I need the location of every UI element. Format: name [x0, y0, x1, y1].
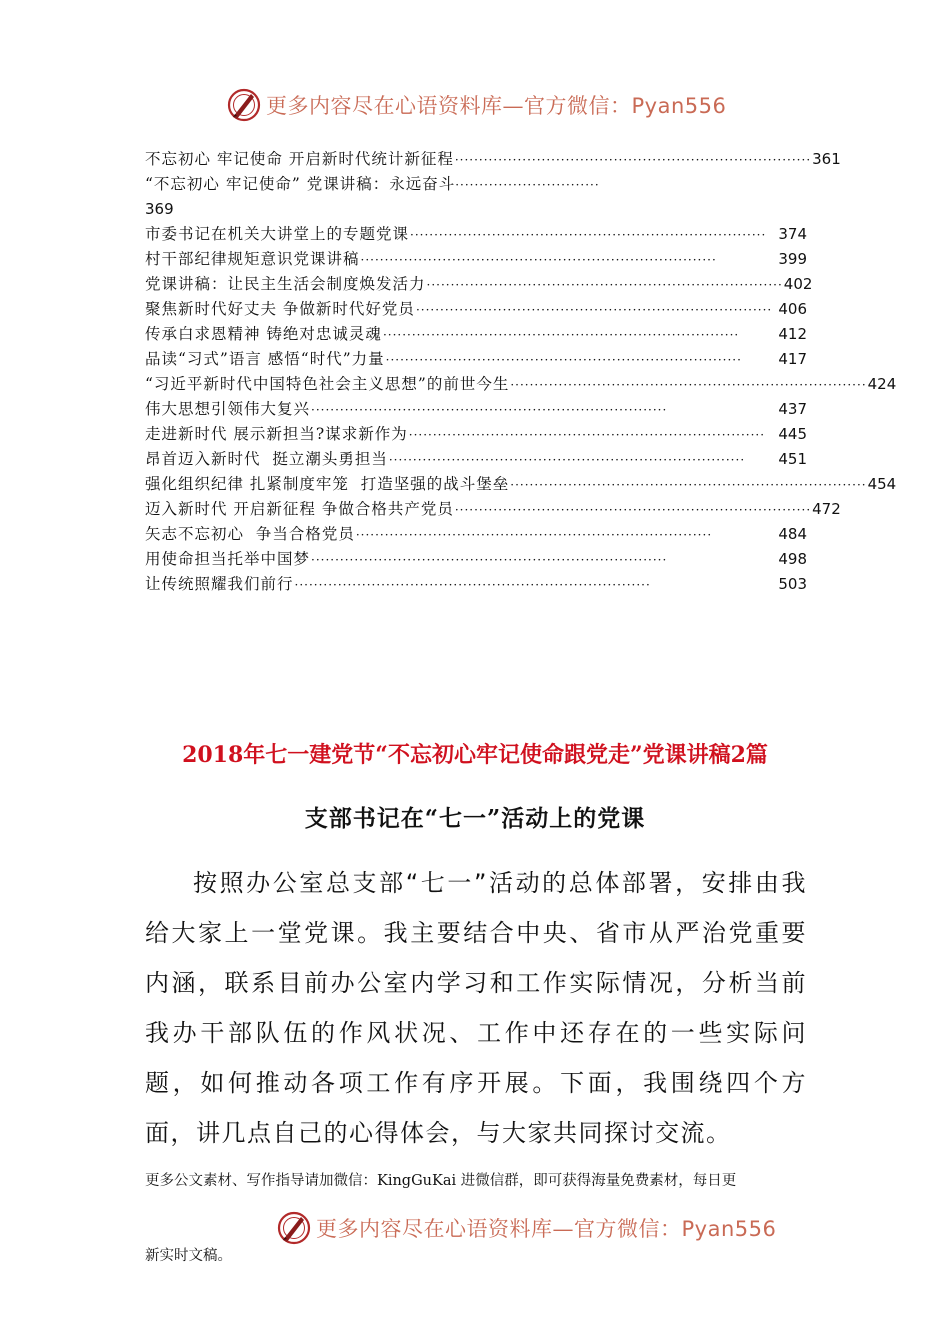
banner-text: 更多内容尽在心语资料库—官方微信：Pyan556	[316, 1217, 777, 1241]
toc-entry[interactable]: 昂首迈入新时代 挺立潮头勇担当 ·········································································· 451	[145, 450, 807, 468]
footer-note: 更多公文素材、写作指导请加微信：KingGuKai 进微信群，即可获得海量免费素材，每日更	[145, 1173, 737, 1189]
toc-entry[interactable]: 党课讲稿：让民主生活会制度焕发活力 ·········································································· 402	[145, 275, 813, 293]
toc-entry[interactable]: 传承白求恩精神 铸绝对忠诚灵魂 ·········································································· 412	[145, 325, 807, 343]
header-banner	[226, 85, 726, 125]
toc-entry[interactable]: 让传统照耀我们前行 ·········································································· 503	[145, 575, 807, 593]
toc-entry-page: 369	[145, 200, 174, 218]
toc-entry[interactable]: 矢志不忘初心 争当合格党员 ·········································································· 484	[145, 525, 807, 543]
document-title: 2018年七一建党节“不忘初心牢记使命跟党走”党课讲稿2篇	[182, 742, 768, 768]
pen-logo-icon	[276, 1210, 312, 1246]
banner-text: 更多内容尽在心语资料库—官方微信：Pyan556	[266, 94, 727, 118]
toc-entry[interactable]: “习近平新时代中国特色社会主义思想”的前世今生 ·········································································· 424	[145, 375, 897, 393]
toc-entry[interactable]: 强化组织纪律 扎紧制度牢笼 打造坚强的战斗堡垒 ·········································································· 454	[145, 475, 897, 493]
toc-entry[interactable]: 市委书记在机关大讲堂上的专题党课 ·········································································· 374	[145, 225, 807, 243]
toc-entry[interactable]: 不忘初心 牢记使命 开启新时代统计新征程 ·········································································· 361	[145, 150, 841, 168]
footer-note-continued: 新实时文稿。	[145, 1248, 232, 1264]
toc-entry[interactable]: “不忘初心 牢记使命” 党课讲稿：永远奋斗······························	[145, 175, 600, 193]
toc-entry[interactable]: 聚焦新时代好丈夫 争做新时代好党员 ·········································································· 406	[145, 300, 807, 318]
toc-entry[interactable]: 迈入新时代 开启新征程 争做合格共产党员 ·········································································· 472	[145, 500, 841, 518]
toc-entry[interactable]: 村干部纪律规矩意识党课讲稿 ·········································································· 399	[145, 250, 807, 268]
toc-entry[interactable]: 伟大思想引领伟大复兴 ·········································································· 437	[145, 400, 807, 418]
section-title: 支部书记在“七一”活动上的党课	[304, 805, 646, 832]
table-of-contents	[145, 147, 897, 597]
pen-logo-icon	[226, 87, 262, 123]
toc-entry[interactable]: 走进新时代 展示新担当?谋求新作为 ·········································································· 445	[145, 425, 807, 443]
body-paragraph: 按照办公室总支部“七一”活动的总体部署，安排由我给大家上一堂党课。我主要结合中央、省市从严治党重要内涵，联系目前办公室内学习和工作实际情况，分析当前我办干部队伍的作风状况、工作中还存在的一些实际问题，如何推动各项工作有序开展。下面，我围绕四个方面，讲几点自己的心得体会，与大家共同探讨交流。	[145, 869, 807, 1147]
toc-entry[interactable]: 品读“习式”语言 感悟“时代”力量 ·········································································· 417	[145, 350, 807, 368]
footer-banner	[276, 1208, 776, 1248]
toc-entry[interactable]: 用使命担当托举中国梦 ·········································································· 498	[145, 550, 807, 568]
